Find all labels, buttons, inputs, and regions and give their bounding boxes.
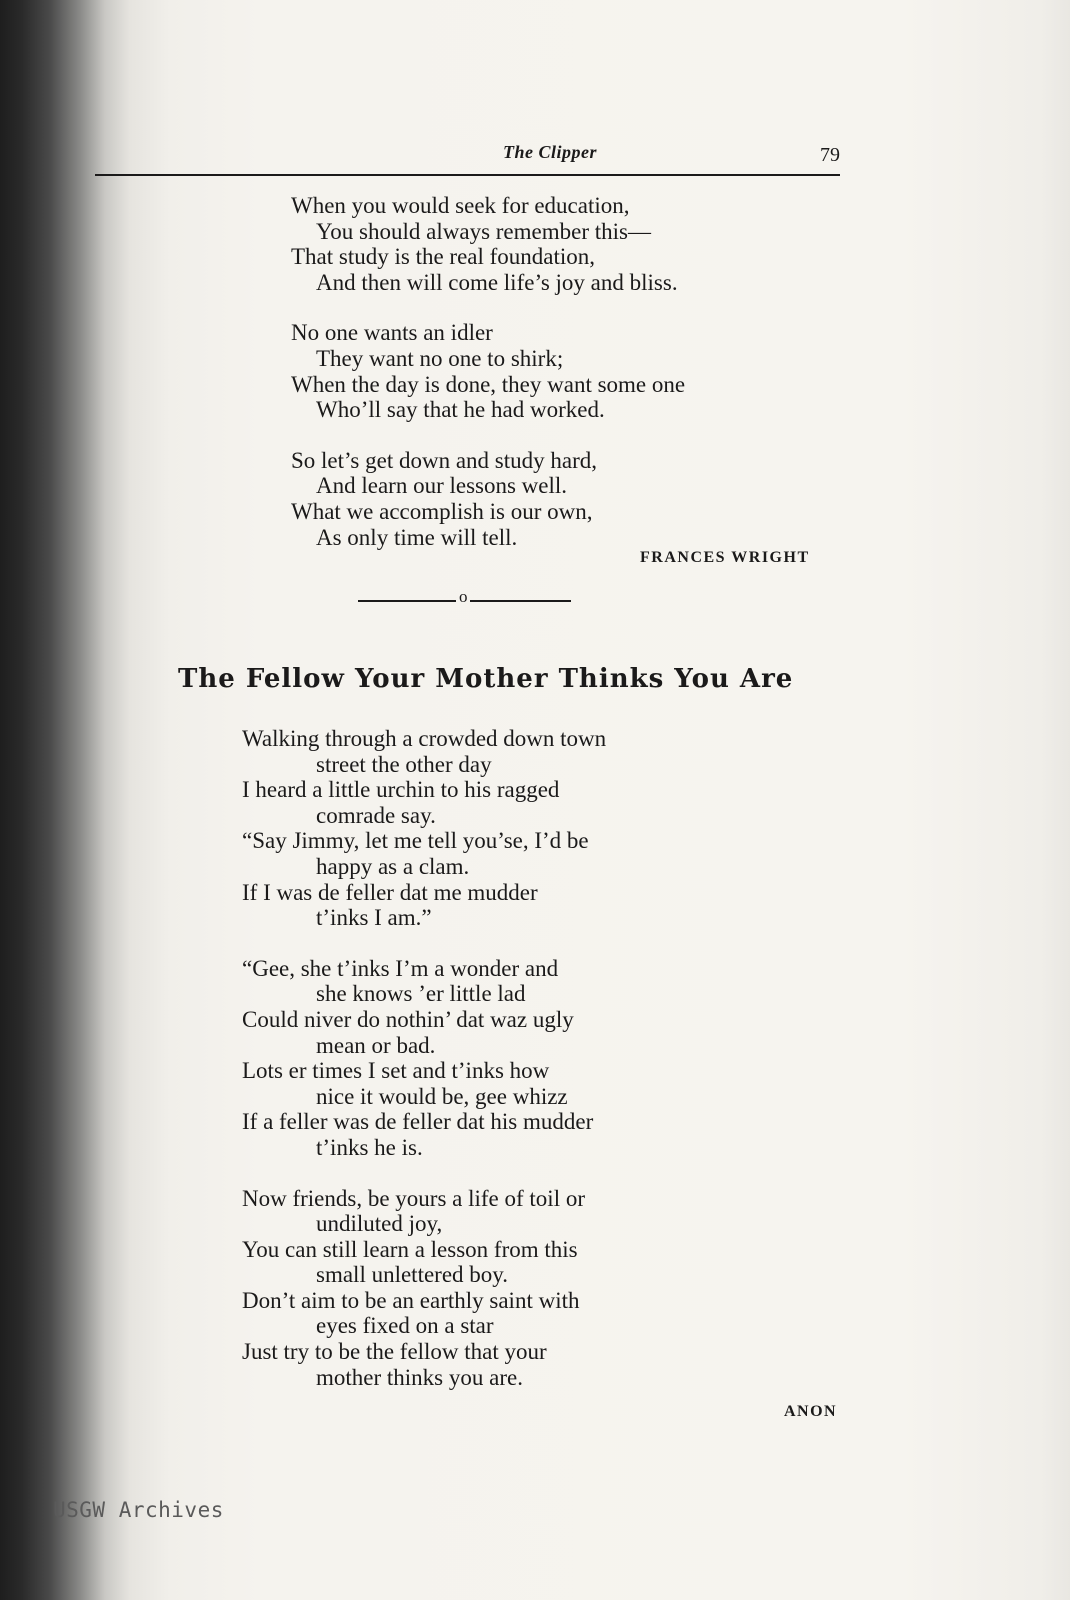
poem-line: So let’s get down and study hard,: [291, 447, 597, 473]
stanza: [291, 320, 685, 422]
separator-mark: o: [459, 587, 468, 606]
poem-line: Just try to be the fellow that your: [242, 1339, 547, 1365]
poem-line: happy as a clam.: [316, 853, 470, 879]
poem-line: If I was de feller dat me mudder: [242, 879, 538, 905]
poem-line: That study is the real foundation,: [291, 244, 596, 270]
poem-line: I heard a little urchin to his ragged: [242, 777, 560, 803]
poem-line: You can still learn a lesson from this: [242, 1236, 578, 1262]
poem-line: If a feller was de feller dat his mudder: [242, 1109, 594, 1135]
page-header: [95, 138, 840, 176]
poem-line: t’inks I am.”: [316, 905, 432, 931]
section-separator: [358, 587, 571, 607]
separator-rule-right: [470, 600, 571, 602]
poem-line: t’inks he is.: [316, 1134, 423, 1160]
poem-title: The Fellow Your Mother Thinks You Are: [178, 664, 794, 694]
poem-line: Don’t aim to be an earthly saint with: [242, 1287, 580, 1313]
stanza: [242, 956, 606, 1161]
stanza: [291, 448, 685, 550]
poem-line: Walking through a crowded down town: [242, 726, 607, 751]
poem-line: You should always remember this—: [316, 218, 651, 244]
poem-line: eyes fixed on a star: [316, 1313, 494, 1339]
poem-line: Who’ll say that he had worked.: [316, 397, 605, 423]
poem-line: undiluted joy,: [316, 1211, 443, 1237]
page-number: 79: [820, 144, 840, 166]
separator-rule-left: [358, 600, 456, 602]
poem-line: When you would seek for education,: [291, 193, 630, 218]
poem-line: “Say Jimmy, let me tell you’se, I’d be: [242, 828, 589, 854]
poem-line: mean or bad.: [316, 1032, 436, 1058]
poem-line: “Gee, she t’inks I’m a wonder and: [242, 955, 559, 981]
poem-line: What we accomplish is our own,: [291, 498, 593, 524]
poem-line: small unlettered boy.: [316, 1262, 509, 1288]
poem-line: And then will come life’s joy and bliss.: [316, 269, 678, 295]
stanza: [242, 1186, 606, 1391]
stanza: [291, 193, 685, 295]
poem-line: As only time will tell.: [316, 524, 518, 550]
stanza: [242, 726, 606, 931]
poem-line: And learn our lessons well.: [316, 473, 568, 499]
poem-line: street the other day: [316, 751, 492, 777]
poem-line: Could niver do nothin’ dat waz ugly: [242, 1006, 574, 1032]
running-title: The Clipper: [503, 142, 597, 162]
poem-line: When the day is done, they want some one: [291, 371, 686, 397]
poem-line: nice it would be, gee whizz: [316, 1083, 568, 1109]
poem-line: Now friends, be yours a life of toil or: [242, 1185, 586, 1211]
poem-fellow: [242, 726, 606, 1415]
poem-line: They want no one to shirk;: [316, 345, 564, 371]
poem-author: ANON: [784, 1403, 838, 1420]
archive-watermark: USGW Archives: [53, 1498, 224, 1522]
poem-line: she knows ’er little lad: [316, 981, 526, 1007]
poem-line: mother thinks you are.: [316, 1364, 523, 1390]
poem-line: Lots er times I set and t’inks how: [242, 1058, 550, 1084]
poem-education: [291, 193, 685, 575]
poem-line: No one wants an idler: [291, 320, 493, 346]
poem-line: comrade say.: [316, 802, 436, 828]
poem-author: FRANCES WRIGHT: [640, 549, 810, 566]
